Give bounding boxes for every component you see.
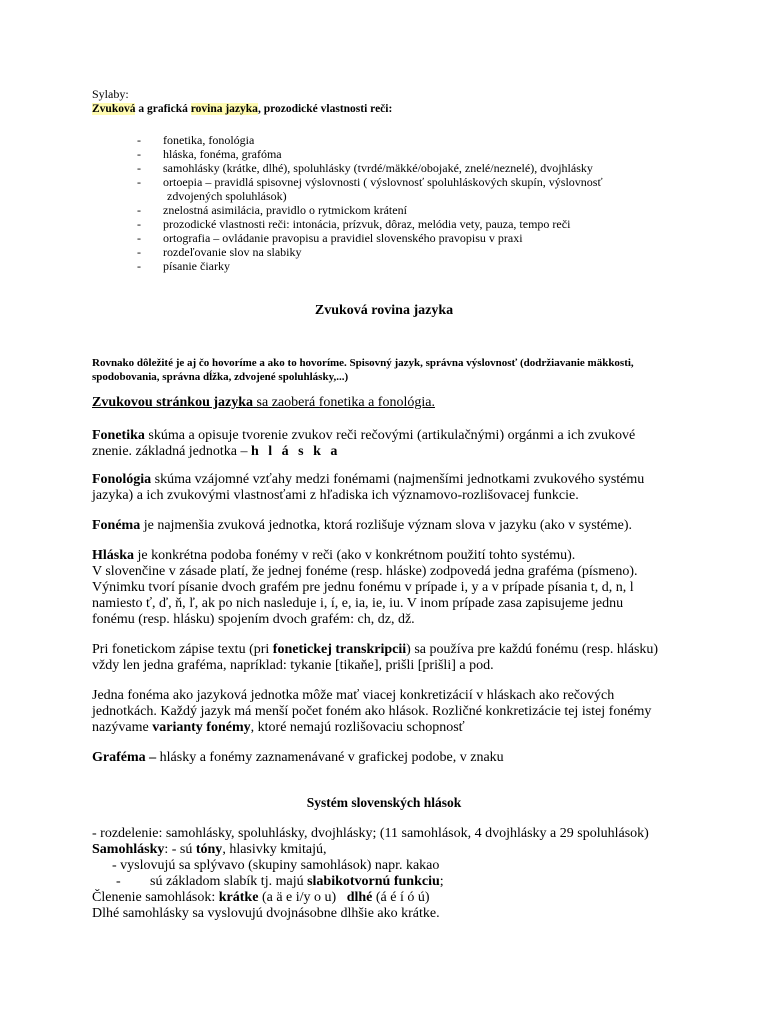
list-item: - hláska, fonéma, grafóma bbox=[137, 147, 282, 161]
paragraph-transkripcia-line: vždy len jedna grafémа, napríklad: tykanie [tikaňe], prišli [prišli] a pod. bbox=[92, 658, 494, 673]
paragraph-varianty-line: jednotkách. Každý jazyk má menší počet foném ako hlások. Rozličné konkretizácie tej istej fonémy bbox=[92, 704, 652, 719]
paragraph-hlaska: Hláska je konkrétna podoba fonémy v reči (ako v konkrétnom použití tohto systému). bbox=[92, 548, 576, 563]
list-item: - ortografia – ovládanie pravopisu a pravidiel slovenského pravopisu v praxi bbox=[137, 231, 523, 245]
paragraph-transkripcia: Pri fonetickom zápise textu (pri fonetickej transkripcii) sa používa pre každú fonému (resp. hlásku) bbox=[92, 642, 659, 657]
paragraph-hlaska-line: Výnimku tvorí písanie dvoch grafém pre jednu fonému v prípade i, y a v prípade písania t, d, n, l bbox=[92, 580, 634, 595]
syllabus-label: Sylaby: bbox=[92, 87, 129, 101]
paragraph-samohlasky: Samohlásky: - sú tóny, hlasivky kmitajú, bbox=[92, 842, 327, 857]
list-item: - prozodické vlastnosti reči: intonácia, prízvuk, dôraz, melódia vety, pauza, tempo reči bbox=[137, 217, 571, 231]
section-heading: Systém slovenských hlások bbox=[306, 795, 462, 810]
paragraph-rozdelenie: - rozdelenie: samohlásky, spoluhlásky, dvojhlásky; (11 samohlások, 4 dvojhlásky a 29 spoluhlások) bbox=[92, 826, 649, 841]
paragraph-fonologia: Fonológia skúma vzájomné vzťahy medzi fonémami (najmenšími jednotkami zvukového systému bbox=[92, 472, 645, 487]
paragraph-clenenie: Členenie samohlások: krátke (a ä e i/y o u) dlhé (á é í ó ú) bbox=[92, 890, 430, 905]
paragraph-hlaska-line: namiesto ť, ď, ň, ľ, ak po nich nasleduje i, í, e, ia, ie, iu. V inom prípade zasa zapisujeme jednu bbox=[92, 596, 624, 611]
list-item: - sú základom slabík tj. majú slabikotvornú funkciu; bbox=[116, 874, 444, 889]
paragraph-varianty: Jedna fonéma ako jazyková jednotka môže mať viacej konkretizácií v hláskach ako rečových bbox=[92, 688, 615, 703]
paragraph-hlaska-line: fonému (resp. hlásku) spojením dvoch grafém: ch, dz, dž. bbox=[92, 612, 415, 627]
paragraph-fonetika-line: znenie. základná jednotka – h l á s k a bbox=[92, 444, 341, 459]
paragraph-fonema: Fonéma je najmenšia zvuková jednotka, ktorá rozlišuje význam slova v jazyku (ako v systéme). bbox=[92, 518, 633, 533]
paragraph-fonetika: Fonetika skúma a opisuje tvorenie zvukov reči rečovými (artikulačnými) orgánmi a ich zvukové bbox=[92, 428, 636, 443]
intro-line: Rovnako dôležité je aj čo hovoríme a ako to hovoríme. Spisovný jazyk, správna výslovnosť (dodržiavanie mäkkosti, bbox=[92, 357, 634, 369]
list-item: - samohlásky (krátke, dlhé), spoluhlásky (tvrdé/mäkké/obojaké, znelé/neznelé), dvojhlásky bbox=[137, 161, 593, 175]
paragraph-varianty-line: nazývame varianty fonémy, ktoré nemajú rozlišovaciu schopnosť bbox=[92, 720, 465, 735]
paragraph-dlhe: Dlhé samohlásky sa vyslovujú dvojnásobne dlhšie ako krátke. bbox=[92, 906, 440, 921]
list-item: - písanie čiarky bbox=[137, 259, 230, 273]
syllabus-title: Zvuková a grafická rovina jazyka, prozodické vlastnosti reči: bbox=[92, 103, 393, 115]
list-item: - fonetika, fonológia bbox=[137, 133, 255, 147]
list-item: - vyslovujú sa splývavo (skupiny samohlások) napr. kakao bbox=[112, 858, 440, 873]
section-heading: Zvuková rovina jazyka bbox=[314, 303, 454, 318]
list-item: - rozdeľovanie slov na slabiky bbox=[137, 245, 302, 259]
list-item: - ortoepia – pravidlá spisovnej výslovnosti ( výslovnosť spoluhláskových skupín, výslovnosť bbox=[137, 175, 603, 189]
paragraph-fonologia-line: jazyka) a ich zvukovými vlastnosťami z hľadiska ich významovo-rozlišovacej funkcie. bbox=[92, 488, 579, 503]
list-item: - znelostná asimilácia, pravidlo o rytmickom krátení bbox=[137, 203, 407, 217]
list-item-continuation: zdvojených spoluhlások) bbox=[167, 189, 287, 203]
paragraph-zvukova-stranka: Zvukovou stránkou jazyka sa zaoberá fonetika a fonológia. bbox=[92, 395, 435, 410]
intro-line: spodobovania, správna dĺžka, zdvojené spoluhlásky,...) bbox=[92, 371, 349, 383]
paragraph-grafema: Grafémа – hlásky a fonémy zaznamenávané v grafickej podobe, v znaku bbox=[92, 750, 504, 765]
paragraph-hlaska-line: V slovenčine v zásade platí, že jednej fonéme (resp. hláske) zodpovedá jedna grafémа (písmeno). bbox=[92, 564, 638, 579]
